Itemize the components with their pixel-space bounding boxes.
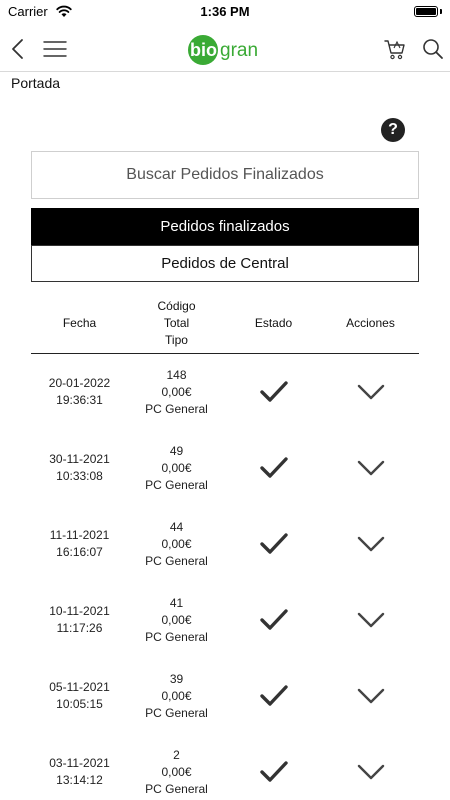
order-code: 148 bbox=[166, 367, 187, 382]
search-button[interactable] bbox=[420, 36, 446, 62]
order-date: 11-11-2021 bbox=[49, 528, 110, 542]
order-date: 20-01-2022 bbox=[48, 376, 111, 390]
date-cell bbox=[31, 506, 128, 582]
table-row bbox=[31, 658, 419, 734]
checkmark-icon bbox=[259, 455, 289, 481]
order-code: 49 bbox=[169, 443, 184, 458]
table-row bbox=[31, 506, 419, 582]
table-row bbox=[31, 734, 419, 800]
order-type: PC General bbox=[145, 705, 208, 720]
date-cell bbox=[31, 658, 128, 734]
chevron-down-icon[interactable] bbox=[356, 531, 386, 557]
actions-cell[interactable] bbox=[322, 430, 419, 506]
order-type: PC General bbox=[145, 553, 208, 568]
checkmark-icon bbox=[259, 759, 289, 785]
table-row bbox=[31, 430, 419, 506]
table-row bbox=[31, 354, 419, 430]
order-code: 2 bbox=[173, 747, 180, 762]
checkmark-icon bbox=[259, 607, 289, 633]
back-button[interactable] bbox=[6, 36, 28, 62]
order-time: 16:16:07 bbox=[56, 545, 103, 559]
tab-finished-orders[interactable]: Pedidos finalizados bbox=[31, 208, 419, 245]
order-date: 10-11-2021 bbox=[49, 604, 110, 618]
date-cell bbox=[31, 430, 128, 506]
order-total: 0,00€ bbox=[161, 612, 192, 627]
help-icon[interactable]: ? bbox=[381, 118, 405, 142]
order-date: 03-11-2021 bbox=[49, 756, 110, 770]
chevron-left-icon bbox=[10, 38, 24, 60]
battery-icon bbox=[414, 6, 438, 17]
search-orders-button[interactable]: Buscar Pedidos Finalizados bbox=[31, 151, 419, 199]
chevron-down-icon[interactable] bbox=[356, 379, 386, 405]
status-cell bbox=[225, 582, 322, 658]
actions-cell[interactable] bbox=[322, 734, 419, 800]
order-date: 30-11-2021 bbox=[49, 452, 110, 466]
order-time: 19:36:31 bbox=[56, 393, 103, 407]
table-header bbox=[31, 293, 419, 354]
order-time: 10:33:08 bbox=[56, 469, 103, 483]
date-cell bbox=[31, 734, 128, 800]
status-cell bbox=[225, 430, 322, 506]
shopping-cart-icon bbox=[383, 37, 407, 61]
order-type: PC General bbox=[145, 401, 208, 416]
code-cell bbox=[128, 506, 225, 582]
status-cell bbox=[225, 506, 322, 582]
order-total: 0,00€ bbox=[161, 764, 192, 779]
header-acciones: Acciones bbox=[346, 315, 395, 330]
checkmark-icon bbox=[259, 531, 289, 557]
code-cell bbox=[128, 354, 225, 430]
header-tipo: Tipo bbox=[165, 332, 188, 347]
order-time: 13:14:12 bbox=[56, 773, 103, 787]
order-code: 41 bbox=[169, 595, 184, 610]
date-cell bbox=[31, 354, 128, 430]
chevron-down-icon[interactable] bbox=[356, 455, 386, 481]
orders-table bbox=[31, 293, 419, 800]
order-total: 0,00€ bbox=[161, 536, 192, 551]
chevron-down-icon[interactable] bbox=[356, 683, 386, 709]
table-row bbox=[31, 582, 419, 658]
order-total: 0,00€ bbox=[161, 384, 192, 399]
chevron-down-icon[interactable] bbox=[356, 759, 386, 785]
order-code: 39 bbox=[169, 671, 184, 686]
biogran-logo[interactable] bbox=[186, 31, 268, 67]
logo-text-bio: bio bbox=[190, 40, 217, 60]
clock: 1:36 PM bbox=[200, 4, 250, 19]
header-codigo-total-tipo bbox=[128, 293, 225, 353]
date-cell bbox=[31, 582, 128, 658]
checkmark-icon bbox=[259, 683, 289, 709]
battery-tip bbox=[440, 9, 442, 14]
order-type: PC General bbox=[145, 781, 208, 796]
hamburger-icon bbox=[43, 40, 67, 58]
chevron-down-icon[interactable] bbox=[356, 607, 386, 633]
actions-cell[interactable] bbox=[322, 354, 419, 430]
status-cell bbox=[225, 734, 322, 800]
header-estado: Estado bbox=[254, 315, 293, 330]
order-type: PC General bbox=[145, 629, 208, 644]
tab-central-orders[interactable]: Pedidos de Central bbox=[31, 245, 419, 282]
code-cell bbox=[128, 582, 225, 658]
search-icon bbox=[422, 38, 444, 60]
status-bar bbox=[0, 0, 450, 24]
header-total: Total bbox=[163, 315, 190, 330]
cart-button[interactable] bbox=[382, 36, 408, 62]
header-codigo: Código bbox=[157, 298, 196, 313]
breadcrumb[interactable]: Portada bbox=[11, 75, 61, 91]
code-cell bbox=[128, 734, 225, 800]
menu-button[interactable] bbox=[42, 38, 68, 60]
actions-cell[interactable] bbox=[322, 582, 419, 658]
order-time: 10:05:15 bbox=[56, 697, 103, 711]
carrier-label: Carrier bbox=[8, 4, 48, 19]
order-type: PC General bbox=[145, 477, 208, 492]
order-code: 44 bbox=[169, 519, 184, 534]
status-cell bbox=[225, 354, 322, 430]
status-cell bbox=[225, 658, 322, 734]
actions-cell[interactable] bbox=[322, 658, 419, 734]
checkmark-icon bbox=[259, 379, 289, 405]
order-date: 05-11-2021 bbox=[49, 680, 110, 694]
code-cell bbox=[128, 430, 225, 506]
nav-bar bbox=[0, 26, 450, 72]
actions-cell[interactable] bbox=[322, 506, 419, 582]
order-total: 0,00€ bbox=[161, 460, 192, 475]
order-time: 11:17:26 bbox=[56, 621, 103, 635]
logo-text-gran: gran bbox=[220, 40, 259, 61]
header-fecha: Fecha bbox=[62, 315, 97, 330]
table-body bbox=[31, 354, 419, 800]
code-cell bbox=[128, 658, 225, 734]
order-total: 0,00€ bbox=[161, 688, 192, 703]
